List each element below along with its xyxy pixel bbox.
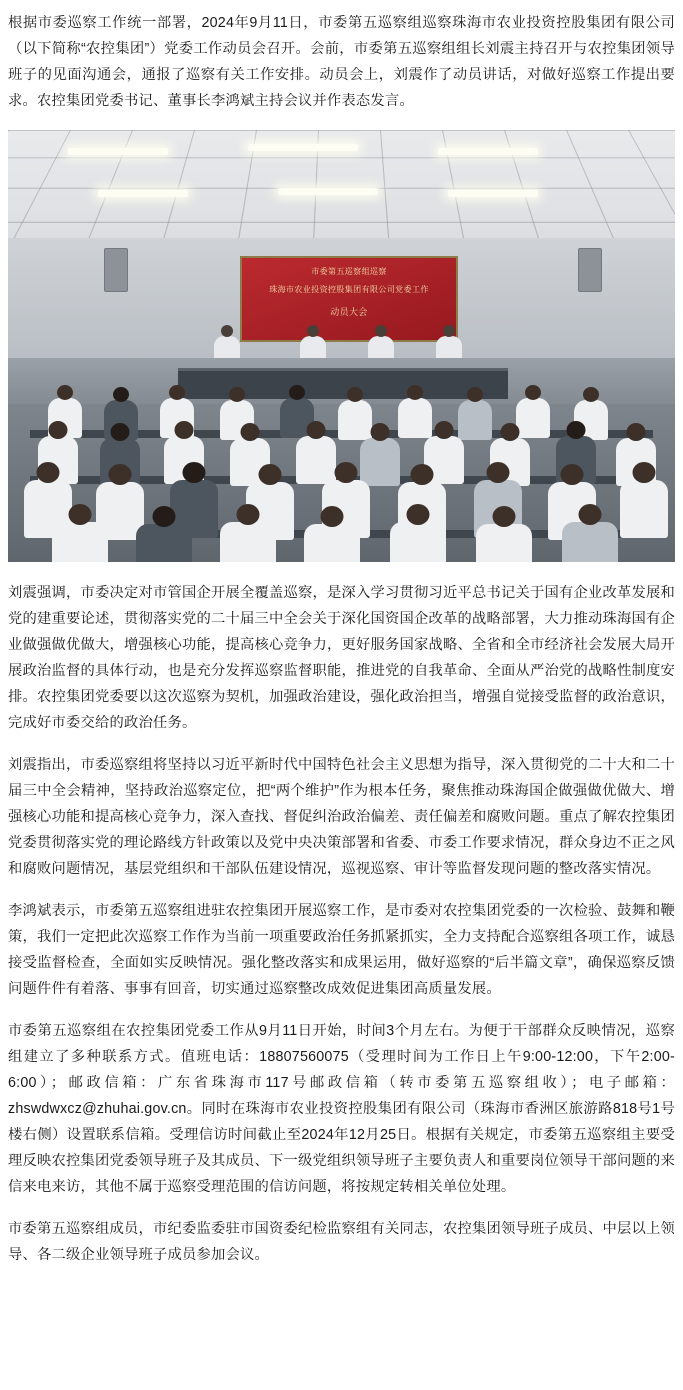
audience-member [562, 522, 618, 562]
audience-member [516, 398, 550, 438]
audience-member [390, 522, 446, 562]
audience-member [136, 524, 192, 562]
audience-member [296, 436, 336, 484]
banner-line-3: 动员大会 [330, 307, 368, 318]
paragraph-2: 刘震强调，市委决定对市管国企开展全覆盖巡察，是深入学习贯彻习近平总书记关于国有企业改革发展和党的建重要论述，贯彻落实党的二十届三中全会关于深化国资国企改革的战略部署，大力推动珠海国有企业做强做优做大，增强核心功能，提高核心竞争力，更好服务国家战略、全省和全市经济社会发展大局开展政治监督的具体行动，也是充分发挥巡察监督职能，推进党的自我革命、全面从严治党的战略性制度安排。农控集团党委要以这次巡察为契机，加强政治建设，强化政治担当，增强自觉接受监督的政治意识，完成好市委交给的政治任务。 [8, 585, 675, 732]
ceiling-light [438, 148, 538, 155]
meeting-photo [8, 130, 675, 562]
banner-line-1: 市委第五巡察组巡察 [311, 267, 387, 277]
audience-member [52, 522, 108, 562]
ceiling-light [68, 148, 168, 155]
ceiling-light [98, 190, 188, 197]
audience-member [398, 398, 432, 438]
audience-member [476, 524, 532, 562]
stage-banner-screen [240, 256, 458, 342]
audience-member [338, 400, 372, 440]
audience-member [220, 522, 276, 562]
paragraph-1: 根据市委巡察工作统一部署，2024年9月11日，市委第五巡察组巡察珠海市农业投资控股集团有限公司（以下简称“农控集团”）党委工作动员会召开。会前，市委第五巡察组组长刘震主持召开与农控集团领导班子的见面沟通会，通报了巡察有关工作安排。动员会上，刘震作了动员讲话，对做好巡察工作提出要求。农控集团党委书记、董事长李鸿斌主持会议并作表态发言。 [8, 15, 675, 110]
paragraph-6: 市委第五巡察组成员，市纪委监委驻市国资委纪检监察组有关同志，农控集团领导班子成员、中层以上领导、各二级企业领导班子成员参加会议。 [8, 1221, 675, 1264]
ceiling-light [248, 144, 358, 151]
ceiling-light [448, 190, 538, 197]
paragraph-5: 市委第五巡察组在农控集团党委工作从9月11日开始，时间3个月左右。为便于干部群众反映情况，巡察组建立了多种联系方式。值班电话：18807560075（受理时间为工作日上午9:00-12:00，下午2:00-6:00）；邮政信箱：广东省珠海市117号邮政信箱（转市委第五巡察组收）；电子邮箱：zhswdwxcz@zhuhai.gov.cn。同时在珠海市农业投资控股集团有限公司（珠海市香洲区旅游路818号1号楼右侧）设置联系信箱。受理信访时间截止至2024年12月25日。根据有关规定，市委第五巡察组主要受理反映农控集团党委领导班子及其成员、下一级党组织领导班子主要负责人和重要岗位领导干部问题的来信来电来访，其他不属于巡察受理范围的信访问题，将按规定转相关单位处理。 [8, 1023, 675, 1196]
wall-speaker-right [578, 248, 602, 292]
paragraph-3: 刘震指出，市委巡察组将坚持以习近平新时代中国特色社会主义思想为指导，深入贯彻党的二十大和二十届三中全会精神，坚持政治巡察定位，把“两个维护”作为根本任务，聚焦推动珠海国企做强做优做大、增强核心功能和提高核心竞争力，深入查找、督促纠治政治偏差、责任偏差和腐败问题。重点了解农控集团党委贯彻落实党的理论路线方针政策以及党中央决策部署和省委、市委工作要求情况，群众身边不正之风和腐败问题情况，基层党组织和干部队伍建设情况，巡视巡察、审计等监督发现问题的整改落实情况。 [8, 757, 675, 878]
audience-member [458, 400, 492, 440]
audience-member [360, 438, 400, 486]
head-table [178, 368, 508, 399]
meeting-photo-figure [8, 130, 675, 562]
wall-speaker-left [104, 248, 128, 292]
audience-member [304, 524, 360, 562]
audience-member [620, 480, 668, 538]
paragraph-4: 李鸿斌表示，市委第五巡察组进驻农控集团开展巡察工作，是市委对农控集团党委的一次检验、鼓舞和鞭策，我们一定把此次巡察工作作为当前一项重要政治任务抓紧抓实，全力支持配合巡察组各项工作，诚恳接受监督检查，全面如实反映情况。强化整改落实和成果运用，做好巡察的“后半篇文章”，确保巡察反馈问题件件有着落、事事有回音，切实通过巡察整改成效促进集团高质量发展。 [8, 903, 675, 998]
ceiling-light [278, 188, 378, 195]
banner-line-2: 珠海市农业投资控股集团有限公司党委工作 [269, 285, 429, 295]
